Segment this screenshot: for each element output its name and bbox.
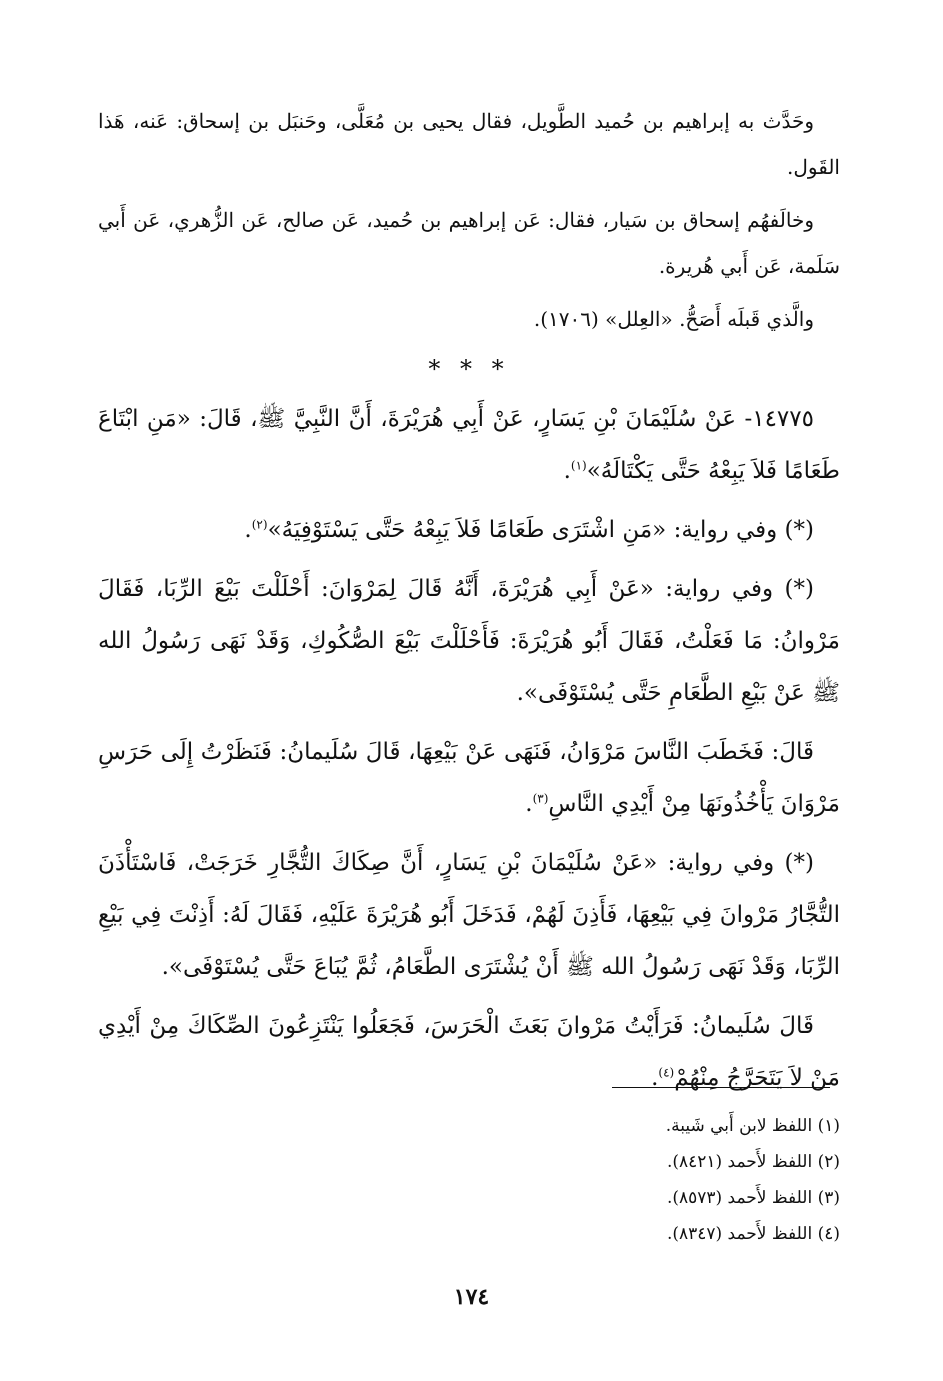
footnote-ref-1: (١)	[570, 458, 587, 473]
footnote-divider	[612, 1087, 830, 1088]
main-text	[98, 98, 840, 1111]
footnote-ref-2: (٢)	[251, 517, 268, 532]
riwaya-3-continuation	[98, 1000, 840, 1104]
footnotes	[240, 1108, 840, 1252]
narration-paragraph-2: وخالَفهُم إسحاق بن سَيار، فقال: عَن إبراهيم بن حُميد، عَن صالح، عَن الزُّهري، عَن أَبي سَلَمة، عَن أَبي هُريرة.	[98, 208, 840, 278]
riwaya-3-cont-end: .	[651, 1065, 659, 1091]
riwaya-1-text: (*) وفي رواية: «مَنِ اشْتَرَى طَعَامًا فَلاَ يَبِعْهُ حَتَّى يَسْتَوْفِيَهُ»	[267, 517, 814, 543]
hadith-main	[98, 393, 840, 497]
footnote-2: (٢) اللفظ لأَحمد (٨٤٢١).	[666, 1152, 840, 1172]
hadith-end: .	[563, 458, 571, 484]
riwaya-3-cont-text: قَالَ سُلَيمانُ: فَرَأَيْتُ مَرْوانَ بَعَثَ الْحَرَسَ، فَجَعَلُوا يَنْتَزِعُونَ الصِّكَاكَ مِنْ أَيْدِي مَنْ لاَ يَتَحَرَّجُ مِنْهُمْ	[98, 1013, 840, 1091]
page-number: ١٧٤	[453, 1284, 490, 1310]
riwaya-3: (*) وفي رواية: «عَنْ سُلَيْمَانَ بْنِ يَسَارٍ، أَنَّ صِكَاكَ التُّجَّارِ خَرَجَتْ، فَاسْتَأْذَنَ التُّجَّارُ مَرْوانَ فِي بَيْعِهَا، فَأَذِنَ لَهُمْ، فَدَخَلَ أَبُو هُرَيْرَةَ عَلَيْهِ، فَقَالَ لَهُ: أَذِنْتَ فِي بَيْعِ الرِّبَا، وَقَدْ نَهَى رَسُولُ الله ﷺ أَنْ يُشْتَرَى الطَّعَامُ، ثُمَّ يُبَاعَ حَتَّى يُسْتَوْفَى».	[98, 850, 840, 980]
section-separator: * * *	[428, 355, 510, 383]
riwaya-2-cont-text: قَالَ: فَخَطَبَ النَّاسَ مَرْوَانُ، فَنَهَى عَنْ بَيْعِهَا، قَالَ سُلَيمانُ: فَنَظَرْتُ إِلَى حَرَسِ مَرْوَانَ يَأْخُذُونَهَا مِنْ أَيْدِي النَّاسِ	[98, 739, 840, 817]
footnote-ref-3: (٣)	[532, 791, 549, 806]
hadith-text: ١٤٧٧٥- عَنْ سُلَيْمَانَ بْنِ يَسَارٍ، عَنْ أَبِي هُرَيْرَةَ، أَنَّ النَّبِيَّ ﷺ، قَالَ: «مَنِ ابْتَاعَ طَعَامًا فَلاَ يَبِعْهُ حَتَّى يَكْتَالَهُ»	[98, 406, 840, 484]
riwaya-1-end: .	[244, 517, 252, 543]
riwaya-2-cont-end: .	[525, 791, 533, 817]
narration-paragraph-1: وحَدَّث به إبراهيم بن حُميد الطَّويل، فقال يحيى بن مُعَلَّى، وحَنبَل بن إسحاق: عَنه، هَذا القَول.	[98, 109, 840, 179]
narration-paragraph-3: والَّذي قَبلَه أَصَحُّ. «العِلل» (١٧٠٦).	[533, 307, 814, 331]
riwaya-2-continuation	[98, 726, 840, 830]
footnote-ref-4: (٤)	[658, 1065, 675, 1080]
footnote-4: (٤) اللفظ لأَحمد (٨٣٤٧).	[666, 1224, 840, 1244]
riwaya-1	[98, 504, 840, 556]
riwaya-2: (*) وفي رواية: «عَنْ أَبِي هُرَيْرَةَ، أَنَّهُ قَالَ لِمَرْوَانَ: أَحْلَلْتَ بَيْعَ الرِّبَا، فَقَالَ مَرْوانُ: مَا فَعَلْتُ، فَقَالَ أَبُو هُرَيْرَةَ: فَأَحْلَلْتَ بَيْعَ الصُّكُوكِ، وَقَدْ نَهَى رَسُولُ الله ﷺ عَنْ بَيْعِ الطَّعَامِ حَتَّى يُسْتَوْفَى».	[98, 576, 840, 706]
footnote-1: (١) اللفظ لابن أَبي شَيبة.	[665, 1116, 840, 1136]
footnote-3: (٣) اللفظ لأَحمد (٨٥٧٣).	[666, 1188, 840, 1208]
